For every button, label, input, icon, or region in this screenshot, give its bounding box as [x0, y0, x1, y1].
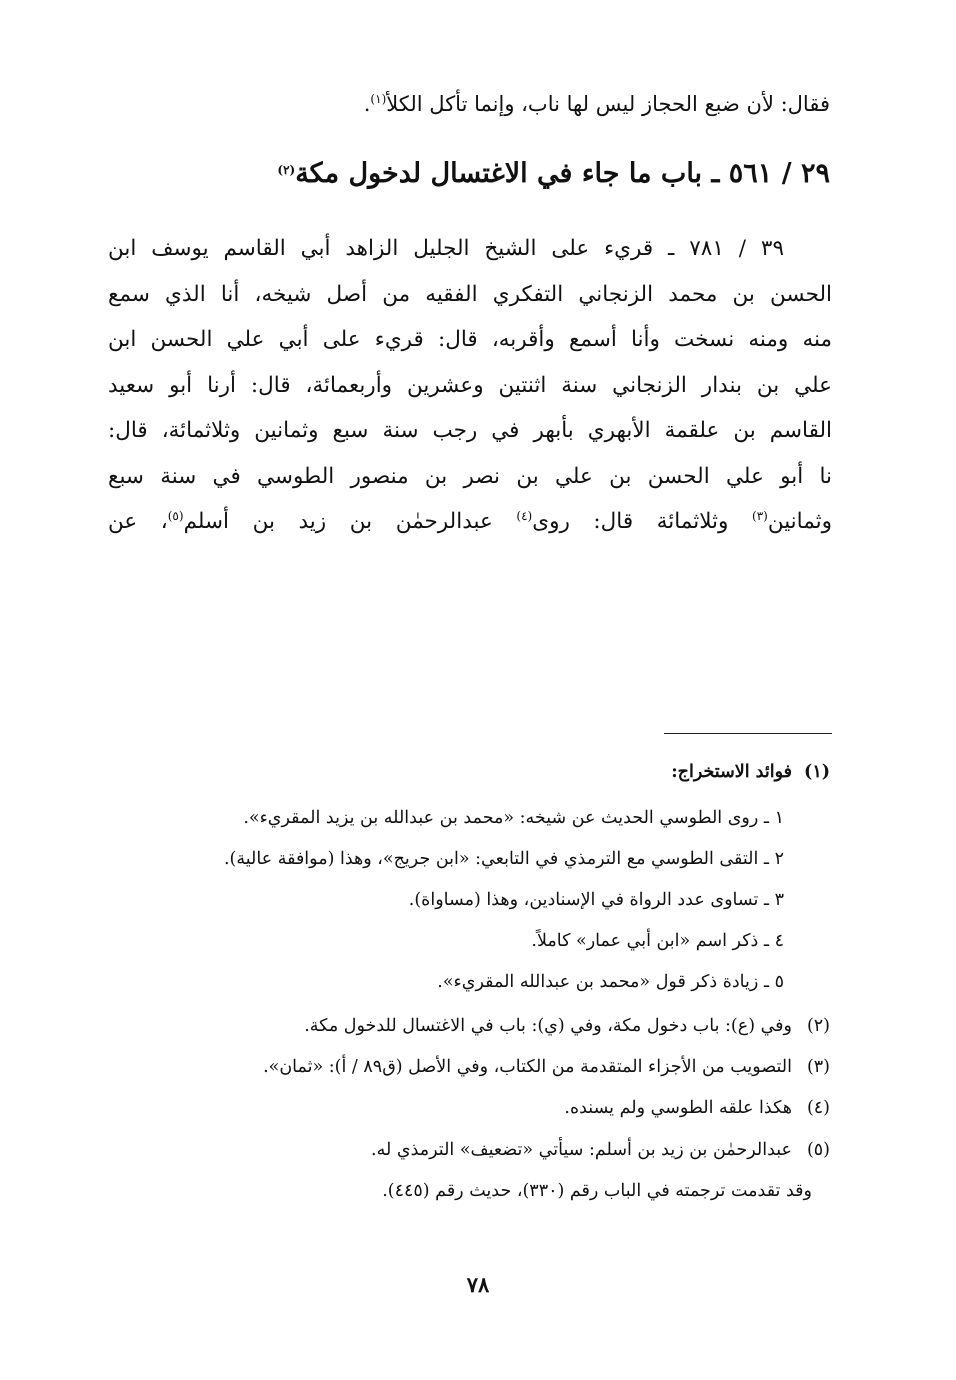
footnote-1-title: فوائد الاستخراج:	[671, 762, 792, 782]
footnote-5-continuation: وقد تقدمت ترجمته في الباب رقم (٣٣٠)، حديث رقم (٤٤٥).	[382, 1181, 812, 1201]
paragraph-line-7	[108, 499, 832, 545]
paragraph-line-2: الحسن بن محمد الزنجاني التفكري الفقيه من أصل شيخه، أنا الذي سمع	[108, 281, 832, 307]
footnote-1-item-4: ٤ ـ ذكر اسم «ابن أبي عمار» كاملاً.	[531, 931, 784, 951]
footnote-5	[371, 1140, 830, 1160]
line7-part-d: ، عن	[108, 509, 168, 534]
page-number: ٧٨	[466, 1272, 490, 1297]
line7-part-c: عبدالرحمٰن بن زيد بن أسلم	[183, 509, 517, 534]
hadith-paragraph	[108, 226, 832, 545]
footnote-4-number: (٤)	[806, 1098, 830, 1118]
footnote-1-item-3: ٣ ـ تساوى عدد الرواة في الإسنادين، وهذا (مساواة).	[408, 890, 784, 910]
footnote-2-number: (٢)	[806, 1016, 830, 1036]
chapter-heading-text: ٢٩ / ٥٦١ ـ باب ما جاء في الاغتسال لدخول مكة	[295, 158, 830, 189]
footnote-2-text: وفي (ع): باب دخول مكة، وفي (ي): باب في الاغتسال للدخول مكة.	[304, 1016, 792, 1036]
footnote-3-text: التصويب من الأجزاء المتقدمة من الكتاب، وفي الأصل (ق٨٩ / أ): «ثمان».	[263, 1057, 792, 1077]
top-continuation-line	[364, 92, 830, 116]
footnote-1-heading	[671, 762, 830, 782]
paragraph-line-6: نا أبو علي الحسن بن علي بن نصر بن منصور الطوسي في سنة سبع	[108, 463, 832, 489]
footnote-ref-3: (٣)	[752, 509, 768, 523]
paragraph-line-4: علي بن بندار الزنجاني سنة اثنتين وعشرين وأربعمائة، قال: أرنا أبو سعيد	[108, 372, 832, 398]
footnote-5-number: (٥)	[806, 1140, 830, 1160]
footnote-3-number: (٣)	[806, 1057, 830, 1077]
footnote-1-number: (١)	[804, 762, 830, 782]
line7-part-a: وثمانين	[767, 509, 833, 534]
footnote-4-text: هكذا علقه الطوسي ولم يسنده.	[564, 1098, 792, 1118]
footnote-ref-1: (١)	[370, 92, 387, 106]
footnote-ref-4: (٤)	[516, 509, 533, 523]
paragraph-line-1: ٣٩ / ٧٨١ ـ قريء على الشيخ الجليل الزاهد أبي القاسم يوسف ابن	[108, 236, 784, 261]
footnote-1-item-1: ١ ـ روى الطوسي الحديث عن شيخه: «محمد بن عبدالله بن يزيد المقريء».	[243, 808, 784, 828]
line7-part-b: وثلاثمائة قال: روى	[532, 509, 752, 534]
footnote-ref-2: (٢)	[277, 163, 296, 177]
footnote-4	[564, 1098, 830, 1118]
footnote-1-item-5: ٥ ـ زيادة ذكر قول «محمد بن عبدالله المقريء».	[437, 972, 784, 992]
footnote-1-item-2: ٢ ـ التقى الطوسي مع الترمذي في التابعي: «ابن جريج»، وهذا (موافقة عالية).	[223, 849, 784, 869]
top-line-end: .	[363, 92, 371, 116]
paragraph-line-5: القاسم بن علقمة الأبهري بأبهر في رجب سنة سبع وثمانين وثلاثمائة، قال:	[108, 418, 832, 443]
paragraph-line-3: منه ومنه نسخت وأنا أسمع وأقربه، قال: قريء على أبي علي الحسن ابن	[108, 327, 832, 352]
footnote-5-text: عبدالرحمٰن بن زيد بن أسلم: سيأتي «تضعيف» الترمذي له.	[371, 1140, 792, 1160]
top-line-text: فقال: لأن ضبع الحجاز ليس لها ناب، وإنما تأكل الكلأ	[386, 92, 830, 116]
footnote-3	[263, 1057, 830, 1077]
footnote-separator	[664, 733, 832, 734]
footnote-2	[304, 1016, 830, 1036]
chapter-heading	[277, 158, 830, 189]
footnote-ref-5: (٥)	[167, 509, 184, 523]
